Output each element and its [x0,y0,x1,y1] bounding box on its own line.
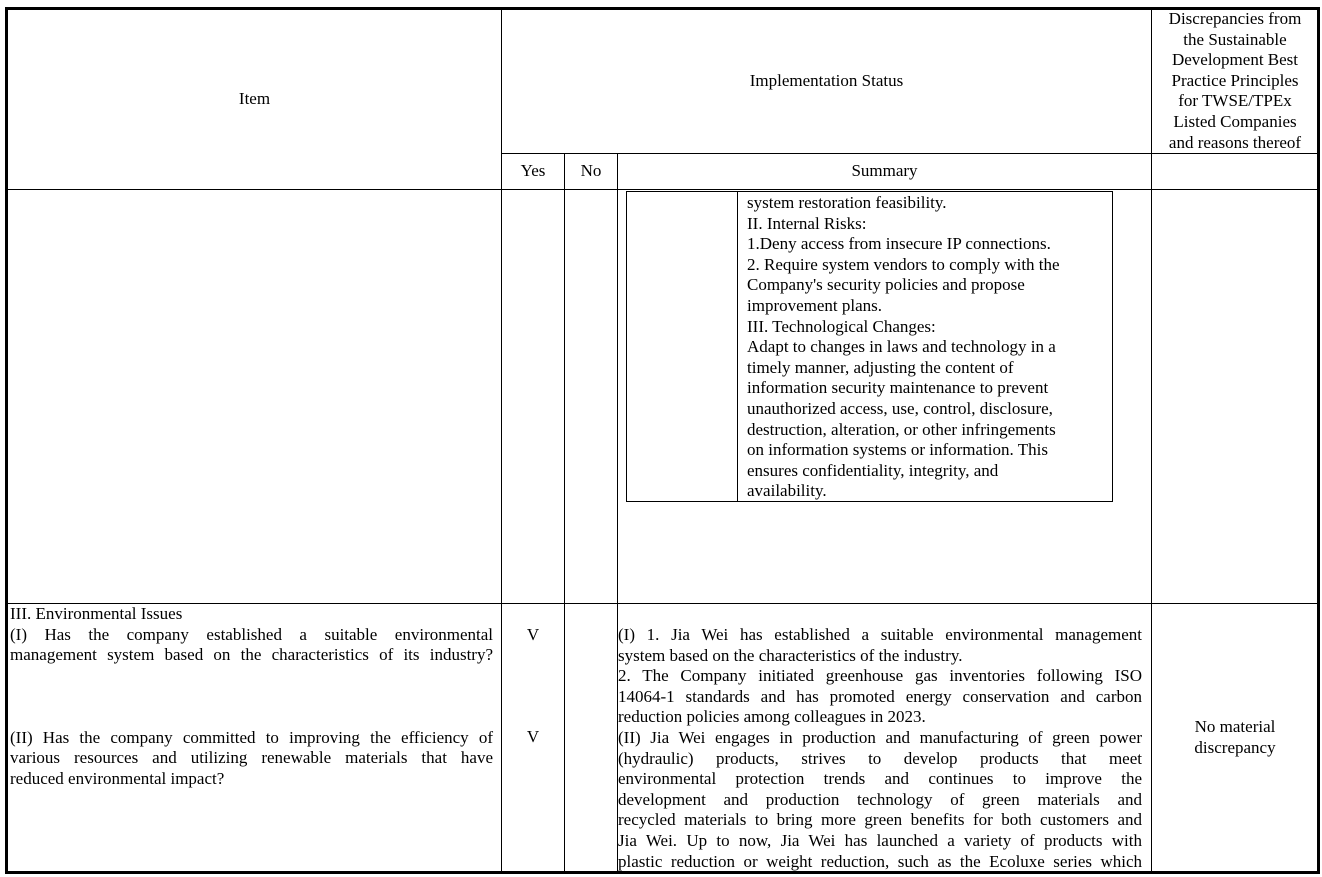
inner-table-divider [737,191,738,502]
header-implementation-status: Implementation Status [749,71,904,90]
divider-header-body [8,189,1318,190]
header-yes: Yes [520,161,546,180]
header-summary: Summary [851,161,918,180]
question-2-line: (II) Has the company committed to improving the efficiency of [10,727,493,747]
question-1-line: management system based on the characteristics of its industry? [10,645,493,665]
inner-table-content: system restoration feasibility. II. Internal Risks: 1.Deny access from insecure IP connections. 2. Require system vendors to comply with the Company's security policies and propose improvement plans. III. Technological Changes: Adapt to changes in laws and technology in a timely manner, adjusting the content of information security maintenance to prevent unauthorized access, use, control, disclosure, destruction, alteration, or other infringements on information systems or information. This ensures confidentiality, integrity, and availability. [747,193,1060,501]
question-2-line: various resources and utilizing renewable materials that have [10,748,493,768]
yes-mark-2: V [526,727,540,746]
header-discrepancies: Discrepancies from the Sustainable Development Best Practice Principles for TWSE/TPEx Listed Companies and reasons thereof [1168,9,1302,152]
section-title: III. Environmental Issues [10,604,183,623]
yes-mark-1: V [526,625,540,644]
header-no: No [580,161,602,180]
divider-yes-no [564,154,565,874]
question-1-line: (I) Has the company established a suitable environmental [10,624,493,644]
discrepancy-environmental: No material discrepancy [1194,717,1276,757]
summary-environmental: (I) 1. Jia Wei has established a suitable environmental management system based on the characteristics of the industry. 2. The Company initiated greenhouse gas inventories following ISO 14064-1 standards and has promoted energy conservation and carbon reduction policies among colleagues in 2023. (II) Jia Wei engages in production and manufacturing of green power (hydraulic) products, strives to develop products that meet environmental protection trends and continues to improve the development and production technology of green materials and recycled materials to bring more green benefits for both customers and Jia Wei. Up to now, Jia Wei has launched a variety of products with plastic reduction or weight reduction, such as the Ecoluxe series which [618,625,1142,871]
question-2-line: reduced environmental impact? [10,768,225,788]
item-environmental-issues [10,604,493,789]
header-item: Item [238,89,271,108]
